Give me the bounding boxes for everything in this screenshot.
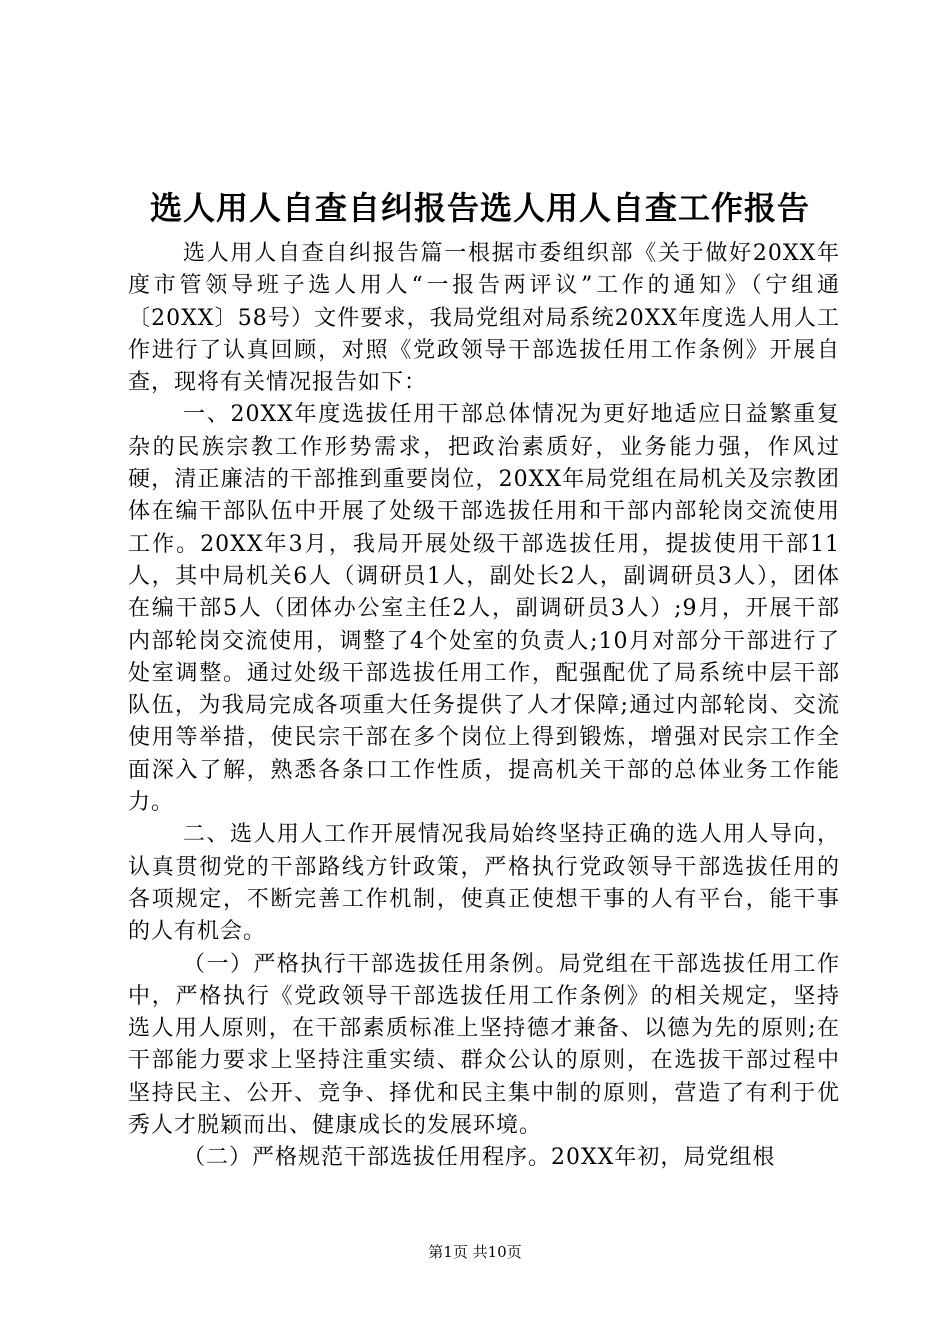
paragraph-section-1: 一、20XX年度选拔任用干部总体情况为更好地适应日益繁重复杂的民族宗教工作形势需求，把政治素质好，业务能力强，作风过硬，清正廉洁的干部推到重要岗位，20XX年局党组在局机关及宗教团体在编干部队伍中开展了处级干部选拔任用和干部内部轮岗交流使用工作。20XX年3月，我局开展处级干部选拔任用，提拔使用干部11人，其中局机关6人（调研员1人，副处长2人，副调研员3人），团体在编干部5人（团体办公室主任2人，副调研员3人）;9月，开展干部内部轮岗交流使用，调整了4个处室的负责人;10月对部分干部进行了处室调整。通过处级干部选拔任用工作，配强配优了局系统中层干部队伍，为我局完成各项重大任务提供了人才保障;通过内部轮岗、交流使用等举措，使民宗干部在多个岗位上得到锻炼，增强对民宗工作全面深入了解，熟悉各条口工作性质，提高机关干部的总体业务工作能力。 [128,402,840,816]
paragraph-subsection-1: （一）严格执行干部选拔任用条例。局党组在干部选拔任用工作中，严格执行《党政领导干部选拔任用工作条例》的相关规定，坚持选人用人原则，在干部素质标准上坚持德才兼备、以德为先的原则;在干部能力要求上坚持注重实绩、群众公认的原则，在选拔干部过程中坚持民主、公开、竞争、择优和民主集中制的原则，营造了有利于优秀人才脱颖而出、健康成长的发展环境。 [128,951,840,1139]
page-footer: 第1页 共10页 [428,1243,522,1261]
paragraph-intro: 选人用人自查自纠报告篇一根据市委组织部《关于做好20XX年度市管领导班子选人用人“一报告两评议”工作的通知》（宁组通〔20XX〕58号）文件要求，我局党组对局系统20XX年度选人用人工作进行了认真回顾，对照《党政领导干部选拔任用工作条例》开展自查，现将有关情况报告如下： [128,241,840,396]
document-body [128,238,840,1175]
document-title: 选人用人自查自纠报告选人用人自查工作报告 [149,189,810,227]
paragraph-subsection-2: （二）严格规范干部选拔任用程序。20XX年初，局党组根 [183,1145,776,1171]
paragraph-section-2: 二、选人用人工作开展情况我局始终坚持正确的选人用人导向，认真贯彻党的干部路线方针政策，严格执行党政领导干部选拔任用的各项规定，不断完善工作机制，使真正使想干事的人有平台，能干事的人有机会。 [128,822,840,945]
